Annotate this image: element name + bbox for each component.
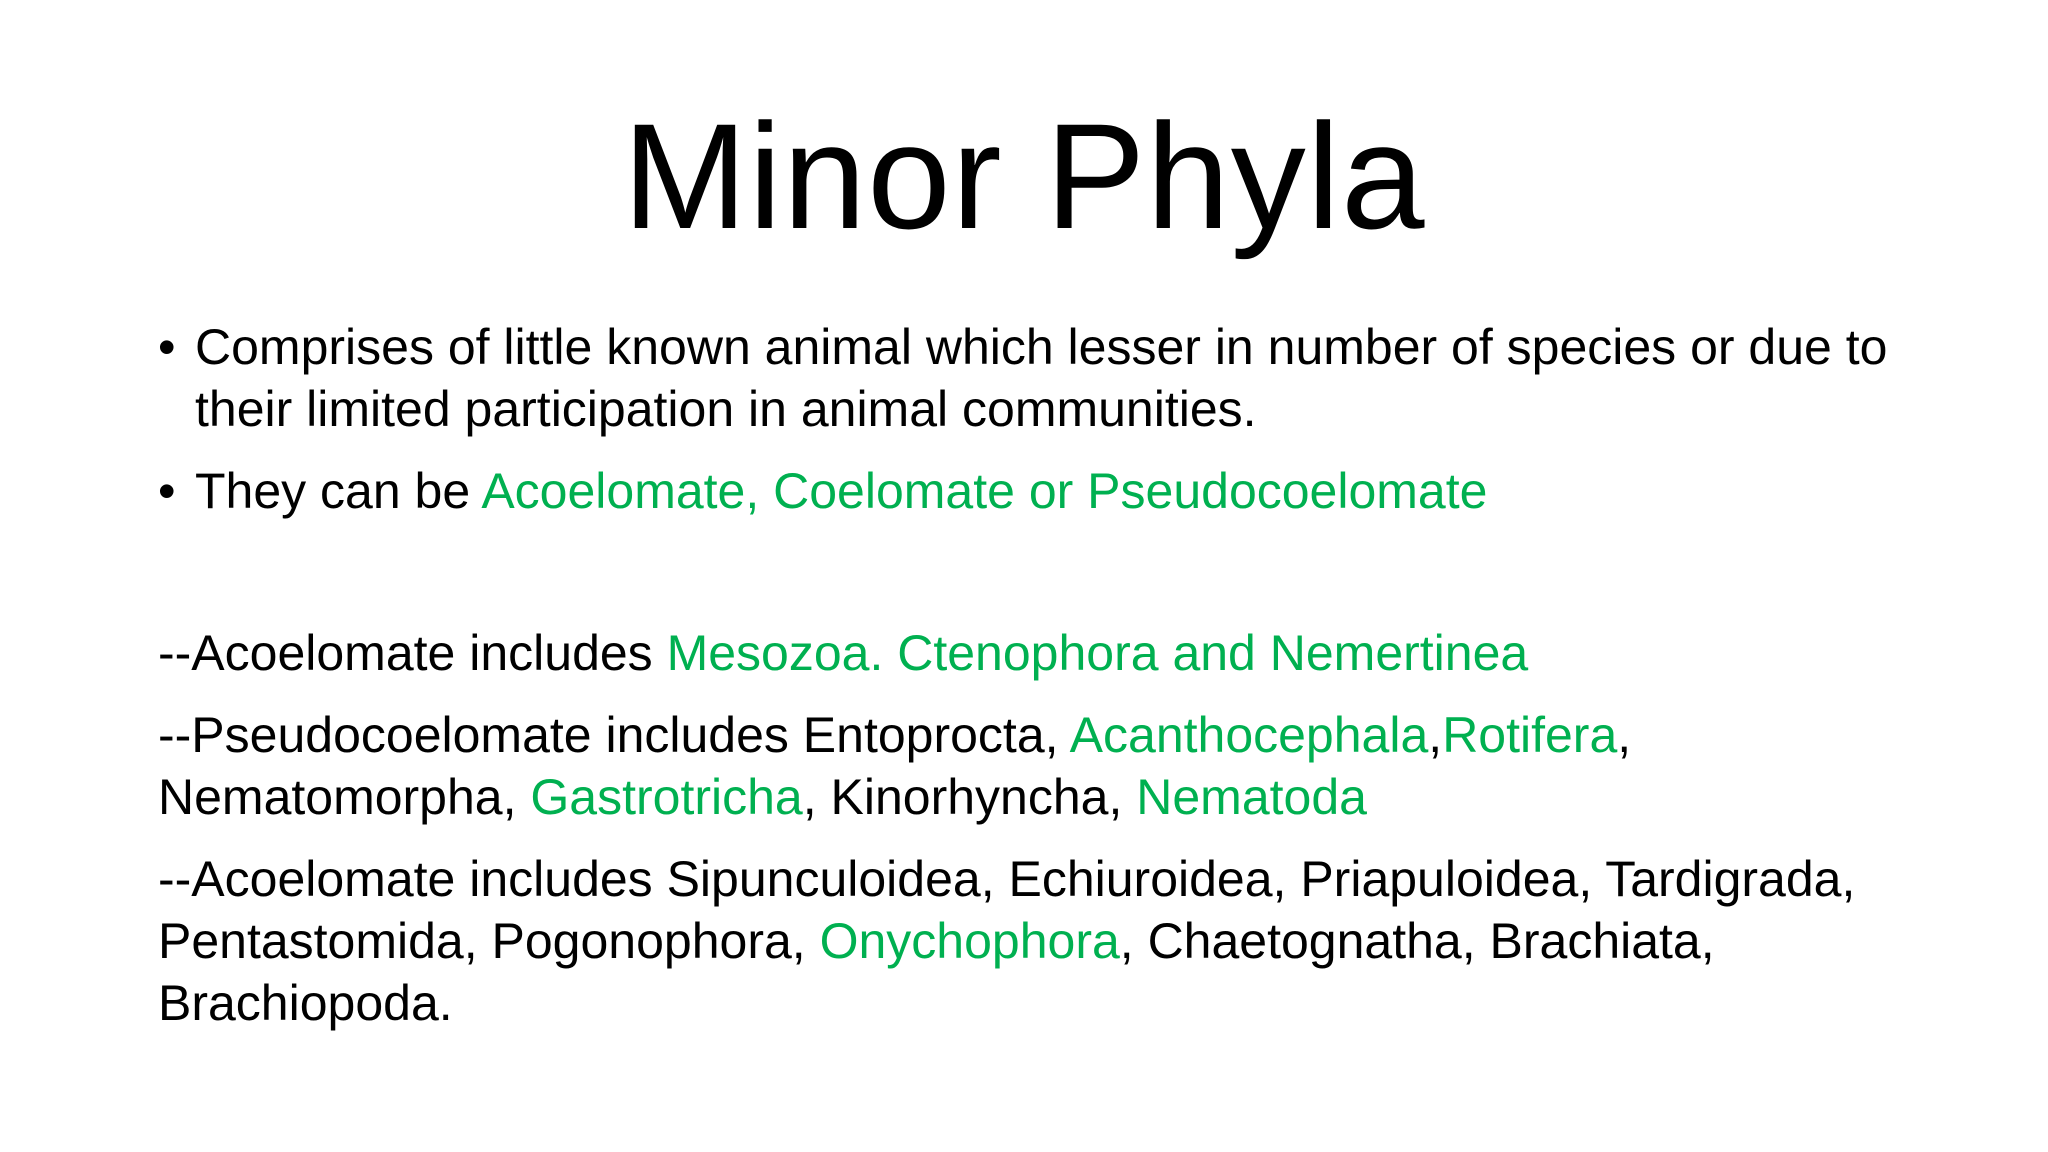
bullet-icon: • bbox=[158, 463, 176, 519]
bullet-icon: • bbox=[158, 319, 176, 375]
paragraph-text: , Nematomorpha, bbox=[158, 707, 1632, 825]
paragraph-acoelomate-second bbox=[158, 848, 1898, 1034]
bullet-text: They can be bbox=[195, 463, 482, 519]
paragraph-text: --Pseudocoelomate includes Entoprocta, bbox=[158, 707, 1070, 763]
bullet-text: Comprises of little known animal which lesser in number of species or due to their limited participation in animal communities. bbox=[195, 319, 1888, 437]
bullet-item bbox=[158, 460, 1898, 522]
highlighted-text: Acoelomate, Coelomate or Pseudocoelomate bbox=[481, 463, 1488, 519]
paragraph-acoelomate bbox=[158, 622, 1898, 684]
slide-title: Minor Phyla bbox=[622, 92, 1426, 260]
paragraph-text: , Kinorhyncha, bbox=[802, 769, 1137, 825]
highlighted-text: Acanthocephala bbox=[1069, 707, 1429, 763]
bullet-item bbox=[158, 316, 1898, 440]
slide-body bbox=[158, 316, 1898, 1054]
paragraph-text: --Acoelomate includes bbox=[158, 625, 667, 681]
highlighted-text: Mesozoa. Ctenophora and Nemertinea bbox=[666, 625, 1529, 681]
paragraph-text: , bbox=[1428, 707, 1443, 763]
paragraph-text: --Acoelomate includes Sipunculoidea, Echiuroidea, Priapuloidea, Tardigrada, Pentastomida, Pogonophora, bbox=[158, 851, 1856, 969]
paragraph-text: , Chaetognatha, Brachiata, Brachiopoda. bbox=[158, 913, 1715, 1031]
spacer bbox=[158, 542, 1898, 622]
paragraph-pseudocoelomate bbox=[158, 704, 1898, 828]
highlighted-text: Rotifera bbox=[1442, 707, 1618, 763]
highlighted-text: Nematoda bbox=[1136, 769, 1367, 825]
highlighted-text: Onychophora bbox=[819, 913, 1120, 969]
highlighted-text: Gastrotricha bbox=[530, 769, 803, 825]
